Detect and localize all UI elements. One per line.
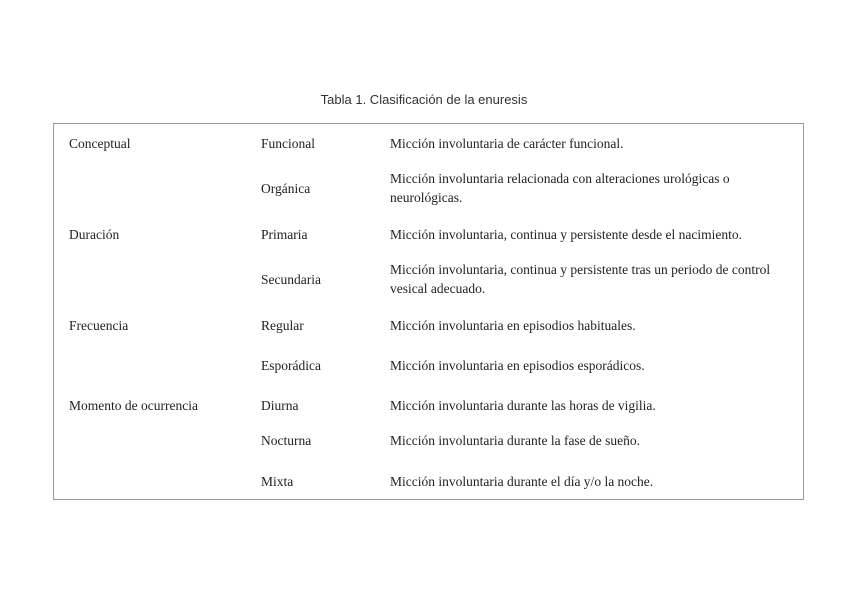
type-cell: Funcional bbox=[261, 136, 315, 151]
description-cell: Micción involuntaria, continua y persistente tras un periodo de control vesical adecuado. bbox=[390, 262, 771, 296]
description-cell: Micción involuntaria, continua y persistente desde el nacimiento. bbox=[390, 227, 743, 242]
type-cell: Esporádica bbox=[261, 358, 321, 373]
type-cell: Primaria bbox=[261, 227, 308, 242]
description-cell: Micción involuntaria durante las horas de vigilia. bbox=[390, 398, 656, 413]
type-cell: Diurna bbox=[261, 398, 299, 413]
table-caption: Tabla 1. Clasificación de la enuresis bbox=[320, 92, 528, 107]
type-cell: Regular bbox=[261, 318, 304, 333]
type-cell: Nocturna bbox=[261, 433, 312, 448]
type-cell: Secundaria bbox=[261, 272, 321, 287]
category-cell: Duración bbox=[69, 227, 120, 242]
description-cell: Micción involuntaria durante el día y/o la noche. bbox=[390, 474, 654, 489]
category-cell: Conceptual bbox=[69, 136, 131, 151]
type-cell: Orgánica bbox=[261, 181, 311, 196]
description-cell: Micción involuntaria en episodios habituales. bbox=[390, 318, 636, 333]
category-cell: Frecuencia bbox=[69, 318, 129, 333]
classification-table bbox=[53, 123, 804, 500]
description-cell: Micción involuntaria durante la fase de sueño. bbox=[390, 433, 641, 448]
description-cell: Micción involuntaria en episodios esporádicos. bbox=[390, 358, 645, 373]
type-cell: Mixta bbox=[261, 474, 294, 489]
description-cell: Micción involuntaria relacionada con alteraciones urológicas o neurológicas. bbox=[390, 171, 730, 205]
category-cell: Momento de ocurrencia bbox=[69, 398, 198, 413]
description-cell: Micción involuntaria de carácter funcional. bbox=[390, 136, 624, 151]
